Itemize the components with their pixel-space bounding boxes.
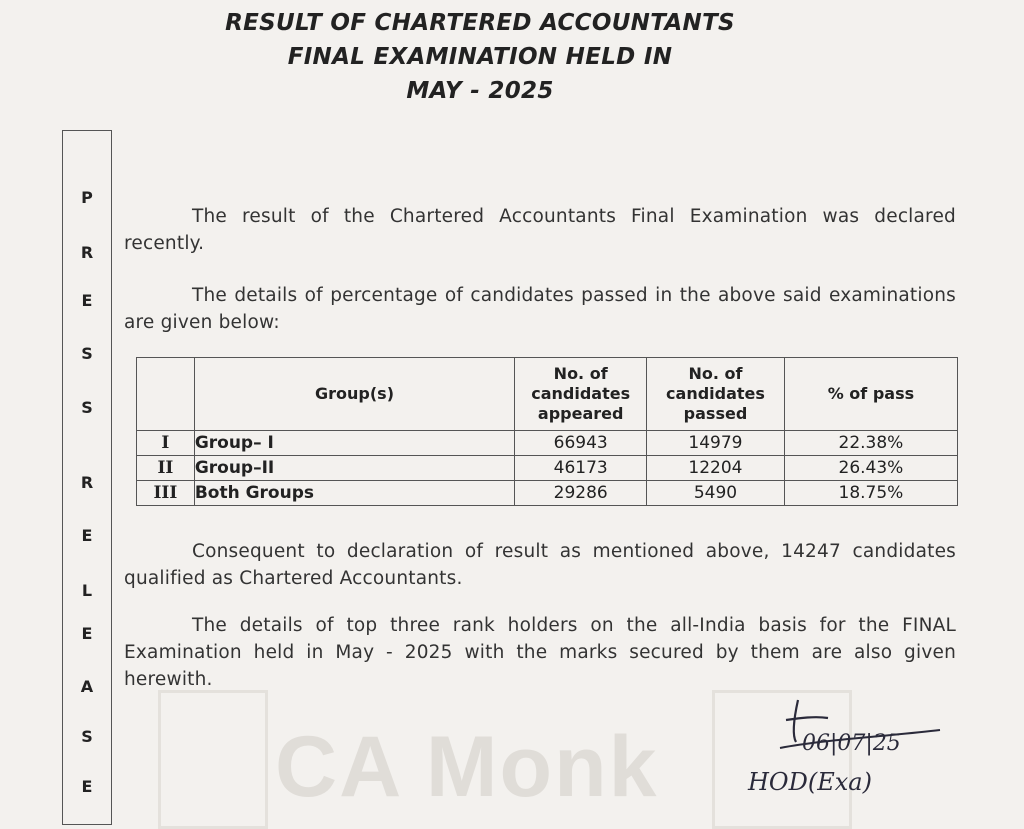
- row-appeared: 66943: [515, 431, 647, 456]
- signature-designation: HOD(Exa): [748, 768, 872, 796]
- row-pass-percent: 22.38%: [784, 431, 957, 456]
- sidebar-letter: L: [81, 581, 93, 600]
- table-header-pass-percent: % of pass: [784, 358, 957, 431]
- row-pass-percent: 26.43%: [784, 456, 957, 481]
- table-row: [137, 456, 958, 481]
- paragraph-result-declared: The result of the Chartered Accountants Final Examination was declared recently.: [124, 206, 956, 254]
- table-header-row: [137, 358, 958, 431]
- title-line-2: FINAL EXAMINATION HELD IN: [287, 44, 673, 70]
- sidebar-letter: E: [81, 526, 93, 545]
- table-header-passed: No. of candidates passed: [647, 358, 785, 431]
- row-appeared: 29286: [515, 481, 647, 506]
- row-group: Group– I: [194, 431, 514, 456]
- sidebar-letter: E: [81, 624, 93, 643]
- table-header-group: Group(s): [194, 358, 514, 431]
- sidebar-letter: E: [81, 291, 93, 310]
- sidebar-letter: R: [80, 243, 94, 262]
- row-passed: 14979: [647, 431, 785, 456]
- handwritten-signature: [740, 690, 970, 810]
- signature-date: 06|07|25: [802, 731, 901, 756]
- sidebar-letter: S: [81, 344, 93, 363]
- sidebar-letter: P: [81, 188, 93, 207]
- sidebar-letter: S: [81, 398, 93, 417]
- press-release-sidebar: [62, 130, 112, 825]
- row-roman: II: [137, 456, 195, 481]
- table-header-index: [137, 358, 195, 431]
- sidebar-letter: R: [80, 473, 94, 492]
- paragraph-pass-details: The details of percentage of candidates passed in the above said examinations are given below:: [124, 285, 956, 333]
- row-pass-percent: 18.75%: [784, 481, 957, 506]
- title-line-1: RESULT OF CHARTERED ACCOUNTANTS: [225, 10, 735, 36]
- title-line-3: MAY - 2025: [406, 78, 554, 104]
- watermark-text: CA Monk: [275, 719, 659, 815]
- row-appeared: 46173: [515, 456, 647, 481]
- row-group: Group–II: [194, 456, 514, 481]
- watermark-frame-left: [158, 690, 268, 829]
- sidebar-letter: A: [80, 677, 94, 696]
- row-roman: III: [137, 481, 195, 506]
- table-header-appeared: No. of candidates appeared: [515, 358, 647, 431]
- row-roman: I: [137, 431, 195, 456]
- sidebar-letter: S: [81, 727, 93, 746]
- table-row: [137, 431, 958, 456]
- paragraph-rank-holders: The details of top three rank holders on the all-India basis for the FINAL Examination held in May - 2025 with the marks secured by them are also given herewith.: [124, 615, 956, 690]
- paragraph-qualified: Consequent to declaration of result as mentioned above, 14247 candidates qualified as Chartered Accountants.: [124, 541, 956, 589]
- table-row: [137, 481, 958, 506]
- row-group: Both Groups: [194, 481, 514, 506]
- row-passed: 12204: [647, 456, 785, 481]
- results-table: [136, 357, 958, 506]
- sidebar-letter: E: [81, 777, 93, 796]
- row-passed: 5490: [647, 481, 785, 506]
